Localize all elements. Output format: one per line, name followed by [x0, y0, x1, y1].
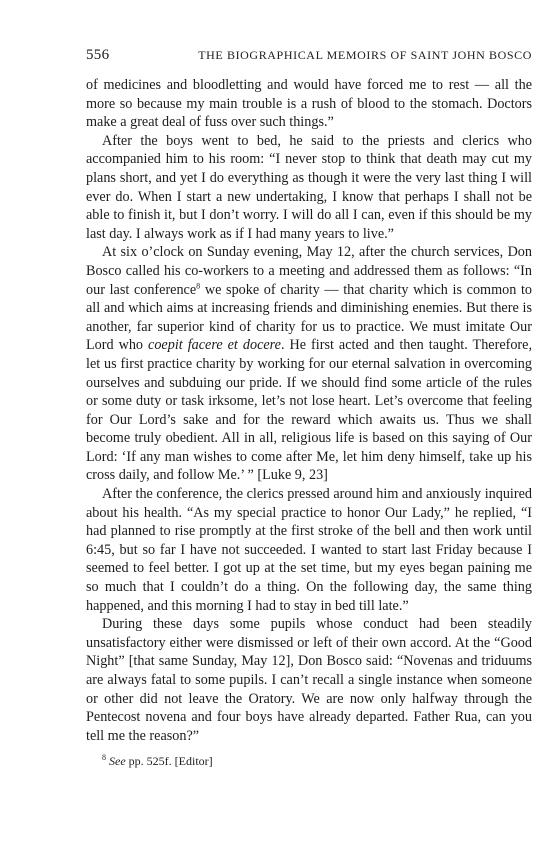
footnote-marker: 8 [102, 753, 106, 763]
paragraph: After the boys went to bed, he said to the priests and clerics who accompanied him to his room: “I never stop to think that death may cut my plans short, and yet I do everything as though it were the very last thing I will ever do. When I start a new undertaking, I know that perhaps I shall not be able to finish it, but I don’t worry. I will do all I can, even if this should be my last day. I always work as if I had many years to live.” [86, 132, 532, 242]
paragraph: After the conference, the clerics pressed around him and anxiously inquired about his health. “As my special practice to honor Our Lady,” he replied, “I had planned to rise promptly at the first stroke of the bell and then work until 6:45, but so far I have not succeeded. I wanted to start last Friday because I seemed to feel better. I got up at the set time, but my eyes began paining me so much that I couldn’t do a thing. On the following day, the same thing happened, and this morning I had to stay in bed till late.” [86, 486, 532, 614]
book-page [86, 44, 532, 769]
running-head [86, 44, 532, 66]
book-title: THE BIOGRAPHICAL MEMOIRS OF SAINT JOHN BOSCO [198, 48, 532, 62]
paragraph: of medicines and bloodletting and would have forced me to rest — all the more so because my main trouble is a rush of blood to the stomach. Doctors make a great deal of fuss over such things.” [86, 77, 532, 131]
body-text [86, 76, 532, 745]
latin-phrase: coepit facere et docere [148, 337, 281, 354]
footnote [86, 753, 532, 769]
page-number: 556 [86, 47, 110, 63]
footnote-text: pp. 525f. [Editor] [125, 754, 213, 769]
paragraph: During these days some pupils whose conduct had been steadily unsatisfactory either were dismissed or left of their own accord. At the “Good Night” [that same Sunday, May 12], Don Bosco said: “Novenas and triduums are always fatal to some pupils. I can’t recall a single instance when someone or other did not leave the Oratory. We are now only halfway through the Pentecost novena and four boys have already departed. Father Rua, can you tell me the reason?” [86, 616, 532, 744]
paragraph: At six o’clock on Sunday evening, May 12, after the church services, Don Bosco called his co-workers to a meeting and addressed them as follows: “In our last conference$^8$ we spoke of charity — that charity which is common to all and which aims at increasing friends and diminishing enemies. But there is another, far superior kind of charity for us to practice. We must imitate Our Lord who coepit facere et docere. He first acted and then taught. Therefore, let us first practice charity by working for our eternal salvation in overcoming ourselves and subduing our pride. If we should find some article of the rules or some duty or task irksome, let’s not lose heart. Let’s overcome that feeling for Our Lord’s sake and for the reward which awaits us. Thus we shall become truly obedient. All in all, religious life is based on this saying of Our Lord: ‘If any man wishes to come after Me, let him deny himself, take up his cross daily, and follow Me.’ ” [Luke 9, 23] [86, 244, 532, 484]
footnote-see: See [109, 754, 126, 769]
footnote-reference: 8 [196, 280, 201, 290]
